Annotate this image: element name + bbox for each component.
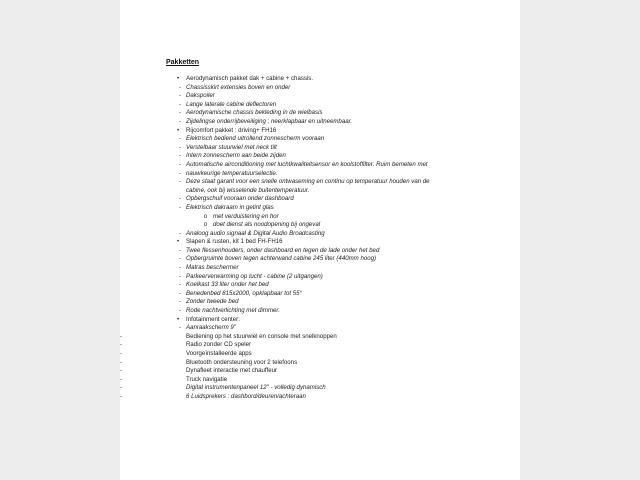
list-item [120, 144, 520, 153]
dash-marker: - [120, 358, 123, 366]
line-text: Radio zonder CD speler [186, 341, 252, 349]
dash-marker: - [178, 160, 182, 168]
dash-marker: - [178, 229, 182, 237]
line-text: Chassisskirt extensies boven en onder [186, 83, 291, 91]
dash-marker: - [120, 384, 123, 392]
document-body [120, 75, 520, 402]
list-item [120, 367, 520, 376]
section-bullet-line [120, 316, 520, 325]
bullet-marker: • [176, 76, 180, 82]
section-bullet-line [120, 127, 520, 136]
list-item [120, 376, 520, 385]
dash-marker: - [178, 152, 182, 160]
sub-item-line [120, 213, 520, 222]
dash-marker: - [178, 281, 182, 289]
list-item [120, 118, 520, 127]
list-item [120, 324, 520, 333]
line-text: Verstelbaar stuurwiel met neck tilt [186, 143, 277, 151]
dash-marker: - [178, 143, 182, 151]
line-text: doet dienst als noodopening bij ongeval [213, 221, 321, 229]
dash-marker: - [178, 289, 182, 297]
list-item [120, 109, 520, 118]
list-item [120, 393, 520, 402]
circle-marker: o [203, 221, 208, 229]
bullet-marker: • [176, 239, 180, 246]
line-text: Rijcomfort pakket : driving+ FH16 [186, 126, 277, 134]
dash-marker: - [178, 246, 182, 254]
list-item [120, 84, 520, 93]
line-text: Digital instrumentenpaneel 12" - volledig dynamisch [186, 384, 326, 392]
line-text: Aanraakscherm 9" [186, 324, 236, 332]
line-text: met verduistering en hor [213, 212, 279, 220]
document-page [120, 0, 520, 480]
line-text: cabine, ook bij wisselende buitentemperatuur. [186, 186, 310, 194]
line-text: Aerodynamische chassis bekleding in de wielbasis [186, 109, 323, 117]
dash-marker: - [178, 255, 182, 263]
dash-marker: - [178, 178, 182, 186]
line-text: Lange laterale cabine deflectoren [186, 100, 277, 108]
dash-marker: - [178, 83, 182, 91]
list-item [120, 230, 520, 239]
dash-marker: - [120, 375, 123, 383]
list-item [120, 152, 520, 161]
line-text: Elektrisch bediend uitrollend zonnescherm vooraan [186, 135, 325, 143]
dash-marker: - [178, 298, 182, 306]
list-item [120, 255, 520, 264]
line-text: Bluetooth ondersteuning voor 2 telefoons [186, 358, 298, 366]
line-text: Parkeerverwarming op lucht - cabine (2 uitgangen) [186, 272, 323, 280]
list-item [120, 359, 520, 368]
section-bullet-line [120, 238, 520, 247]
list-item [120, 195, 520, 204]
list-item [120, 281, 520, 290]
list-item [120, 264, 520, 273]
line-text: 6 Luidsprekers : dashbord/deuren/achteraan [186, 392, 306, 400]
list-item [120, 298, 520, 307]
dash-marker: - [178, 195, 182, 203]
dash-marker: - [178, 92, 182, 100]
list-item [120, 161, 520, 170]
list-item [120, 247, 520, 256]
list-item [120, 341, 520, 350]
line-text: nauwkeurige temperatuurselectie. [186, 169, 278, 177]
line-text: Benedenbed 815x2000, opklapbaar tot 55° [186, 289, 302, 297]
line-text: Automatische airconditioning met luchtkwaliteitsensor en koolstoffilter. Ruim bemeten met [186, 160, 428, 168]
dash-marker: - [178, 135, 182, 143]
section-bullet-line [120, 75, 520, 84]
dash-marker: - [120, 367, 123, 375]
list-item [120, 135, 520, 144]
list-item [120, 170, 520, 179]
list-item [120, 273, 520, 282]
list-item [120, 92, 520, 101]
dash-marker: - [178, 117, 182, 125]
dash-marker: - [178, 324, 182, 332]
line-text: Intern zonnescherm aan beide zijden [186, 152, 286, 160]
line-text: Elektrisch dakraam in getint glas [186, 203, 274, 211]
document-heading: Pakketten [166, 59, 200, 66]
bullet-marker: • [176, 316, 180, 323]
line-text: Opbergschuif vooraan onder dashboard [186, 195, 294, 203]
list-item [120, 307, 520, 316]
list-item [120, 333, 520, 342]
list-item [120, 350, 520, 359]
bullet-marker: • [176, 127, 180, 134]
line-text: Opbergruimte boven tegen achterwand cabine 245 liter (440mm hoog) [186, 255, 377, 263]
line-text: Zijdelingse onderrijbeveiliging ; neerklapbaar en uitneembaar. [186, 117, 353, 125]
line-text: Deze staat garant voor een snelle ontwaseming en continu op temperatuur houden van de [186, 178, 430, 186]
line-text: Aerodynamisch pakket dak + cabine + chassis. [186, 75, 314, 82]
list-item [120, 384, 520, 393]
line-text: Zonder tweede bed [186, 298, 239, 306]
line-text: Dakspoiler [186, 92, 215, 100]
list-item [120, 204, 520, 213]
dash-marker: - [178, 203, 182, 211]
dash-marker: - [178, 109, 182, 117]
list-item [120, 101, 520, 110]
line-text: Infotainment center: [186, 315, 240, 323]
line-text: Rode nachtverlichting met dimmer. [186, 307, 280, 315]
dash-marker: - [178, 169, 182, 177]
list-item [120, 178, 520, 187]
sub-item-line [120, 221, 520, 230]
dash-marker: - [120, 341, 123, 349]
dash-marker: - [120, 350, 123, 357]
dash-marker: - [178, 264, 182, 272]
dash-marker: - [120, 332, 123, 340]
line-text: Truck navigatie [186, 375, 228, 383]
line-text: Bediening op het stuurwiel en console met snelknoppen [186, 332, 337, 340]
dash-marker: - [178, 272, 182, 280]
line-text: Analoog audio signaal & Digital Audio Broadcasting [186, 229, 325, 237]
dash-marker: - [178, 100, 182, 108]
line-text: Dynafleet interactie met chauffeur [186, 367, 278, 375]
line-text: Matras beschermer [186, 264, 239, 272]
list-item [120, 187, 520, 196]
line-text: Koelkast 33 liter onder het bed [186, 281, 269, 289]
line-text: Slapen & rusten, kit 1 bed FH-FH16 [186, 238, 283, 246]
list-item [120, 290, 520, 299]
line-text: Voorgeïnstalleerde apps [186, 350, 252, 357]
dash-marker: - [120, 392, 123, 400]
line-text: Twee flessenhouders, onder dashboard en tegen de lade onder het bed [186, 246, 380, 254]
circle-marker: o [203, 212, 208, 220]
dash-marker: - [178, 307, 182, 315]
